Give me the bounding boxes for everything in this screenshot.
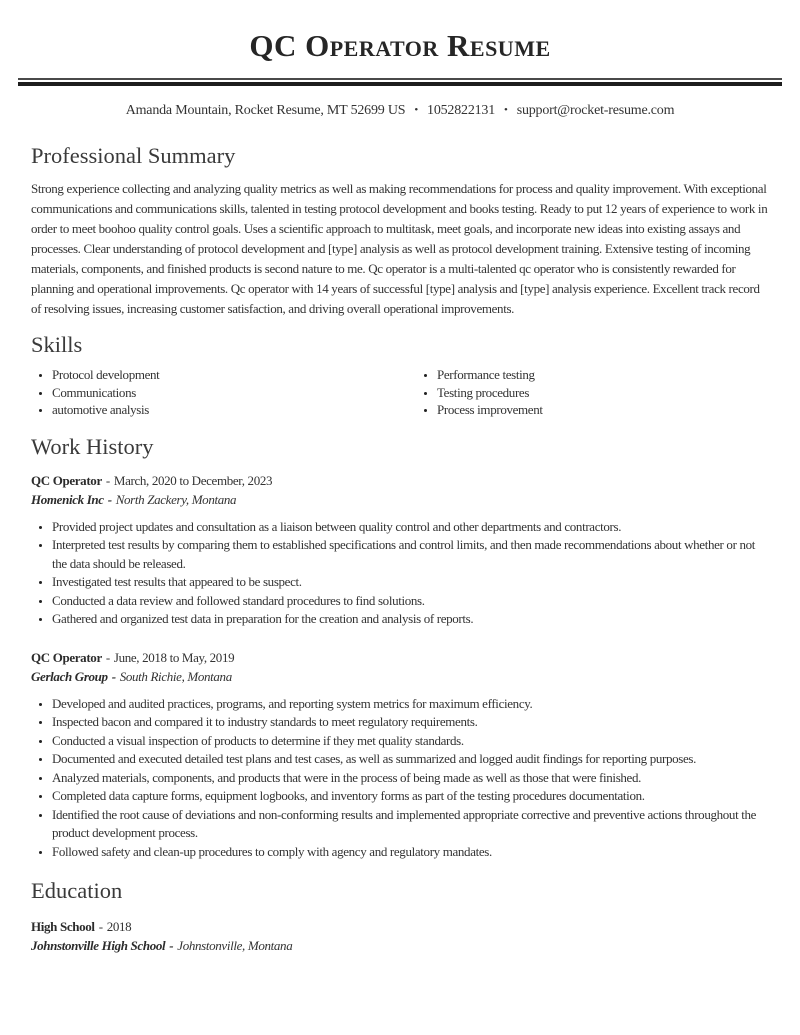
job-title-line: [31, 471, 770, 490]
job-dates: June, 2018 to May, 2019: [113, 649, 235, 665]
job-bullet: • Analyzed materials, components, and products that were in the process of being made as well as those that were finished.: [52, 769, 770, 788]
job-bullet: • Provided project updates and consultation as a liaison between quality control and other departments and contractors.: [52, 518, 770, 537]
job-bullet: • Investigated test results that appeared to be suspect.: [52, 573, 770, 592]
job-entry-1: [31, 471, 770, 629]
title-divider-rule: [18, 78, 782, 86]
dash-separator: -: [105, 472, 110, 488]
education-school-line: [31, 936, 770, 955]
skill-item: • automotive analysis: [52, 401, 416, 419]
job-company: Gerlach Group: [31, 668, 108, 684]
job-dates: March, 2020 to December, 2023: [113, 472, 273, 488]
education-location: Johnstonville, Montana: [177, 938, 293, 953]
job-title: QC Operator: [31, 472, 102, 488]
job-bullet-list: [31, 518, 770, 629]
education-degree-line: [31, 917, 770, 936]
skills-column-right: [416, 366, 770, 419]
job-bullet: • Inspected bacon and compared it to industry standards to meet regulatory requirements.: [52, 713, 770, 732]
education-entry: [31, 917, 770, 955]
skills-column-left: [31, 366, 416, 419]
contact-line: [0, 102, 800, 119]
job-bullet: • Conducted a data review and followed standard procedures to find solutions.: [52, 592, 770, 611]
contact-address: Amanda Mountain, Rocket Resume, MT 52699 US: [125, 103, 406, 118]
education-degree: High School: [31, 919, 95, 934]
contact-phone: 1052822131: [427, 103, 496, 118]
work-history-heading: Work History: [31, 433, 154, 459]
job-bullet: • Completed data capture forms, equipment logbooks, and inventory forms as part of the testing procedures documentation.: [52, 787, 770, 806]
job-title: QC Operator: [31, 649, 102, 665]
job-company-line: [31, 490, 770, 509]
job-location: South Richie, Montana: [119, 668, 232, 684]
education-heading: Education: [31, 878, 123, 903]
dash-separator: -: [98, 919, 103, 934]
job-bullet: • Documented and executed detailed test plans and test cases, as well as summarized and logged audit findings for reporting purposes.: [52, 750, 770, 769]
education-year: 2018: [106, 919, 132, 934]
skills-heading: Skills: [31, 332, 83, 357]
job-bullet: • Developed and audited practices, programs, and reporting system metrics for maximum efficiency.: [52, 695, 770, 714]
job-bullet: • Gathered and organized test data in preparation for the creation and analysis of reports.: [52, 610, 770, 629]
job-company: Homenick Inc: [31, 491, 104, 507]
skill-item: • Communications: [52, 384, 416, 402]
dash-separator: -: [107, 491, 112, 507]
skill-item: • Process improvement: [437, 401, 770, 419]
contact-separator-dot: •: [414, 104, 419, 116]
job-company-line: [31, 667, 770, 686]
job-bullet: • Interpreted test results by comparing them to established specifications and control limits, and then made recommendations about whether or not the data should be released.: [52, 536, 770, 573]
job-bullet: • Conducted a visual inspection of products to determine if they met quality standards.: [52, 732, 770, 751]
job-bullet-list: [31, 695, 770, 862]
skill-item: • Performance testing: [437, 366, 770, 384]
dash-separator: -: [169, 938, 174, 953]
skill-item: • Protocol development: [52, 366, 416, 384]
job-location: North Zackery, Montana: [115, 491, 237, 507]
resume-title: QC Operator Resume: [249, 28, 551, 63]
summary-paragraph: Strong experience collecting and analyzing quality metrics as well as making recommendations for process and quality improvement. With exceptional communications and communications skills, talented in testing protocol development and books testing. Ready to put 12 years of experience to work in order to meet boohoo quality control goals. Uses a scientific approach to multitask, meet goals, and incorporate new ideas into existing assays and processes. Clear understanding of protocol development and [type] analysis as well as protocol development training. Extensive testing of incoming materials, components, and finished products is second nature to me. Qc operator is a multi-talented qc operator who is consistently rewarded for planning and operational improvements. Qc operator with 14 years of successful [type] analysis and [type] analysis experience. Excellent track record of resolving issues, increasing customer satisfaction, and driving overall operational improvements.: [31, 181, 768, 316]
skills-list: [31, 366, 770, 419]
skill-item: • Testing procedures: [437, 384, 770, 402]
contact-email: support@rocket-resume.com: [516, 103, 675, 118]
summary-heading: Professional Summary: [31, 143, 236, 168]
resume-body: [0, 143, 800, 955]
dash-separator: -: [105, 649, 110, 665]
dash-separator: -: [111, 668, 116, 684]
education-school: Johnstonville High School: [31, 938, 166, 953]
job-bullet: • Followed safety and clean-up procedures to comply with agency and regulatory mandates.: [52, 843, 770, 862]
job-bullet: • Identified the root cause of deviations and non-conforming results and implemented appropriate corrective and preventive actions throughout the product development process.: [52, 806, 770, 843]
job-entry-2: [31, 648, 770, 862]
job-title-line: [31, 648, 770, 667]
contact-separator-dot: •: [504, 104, 508, 116]
